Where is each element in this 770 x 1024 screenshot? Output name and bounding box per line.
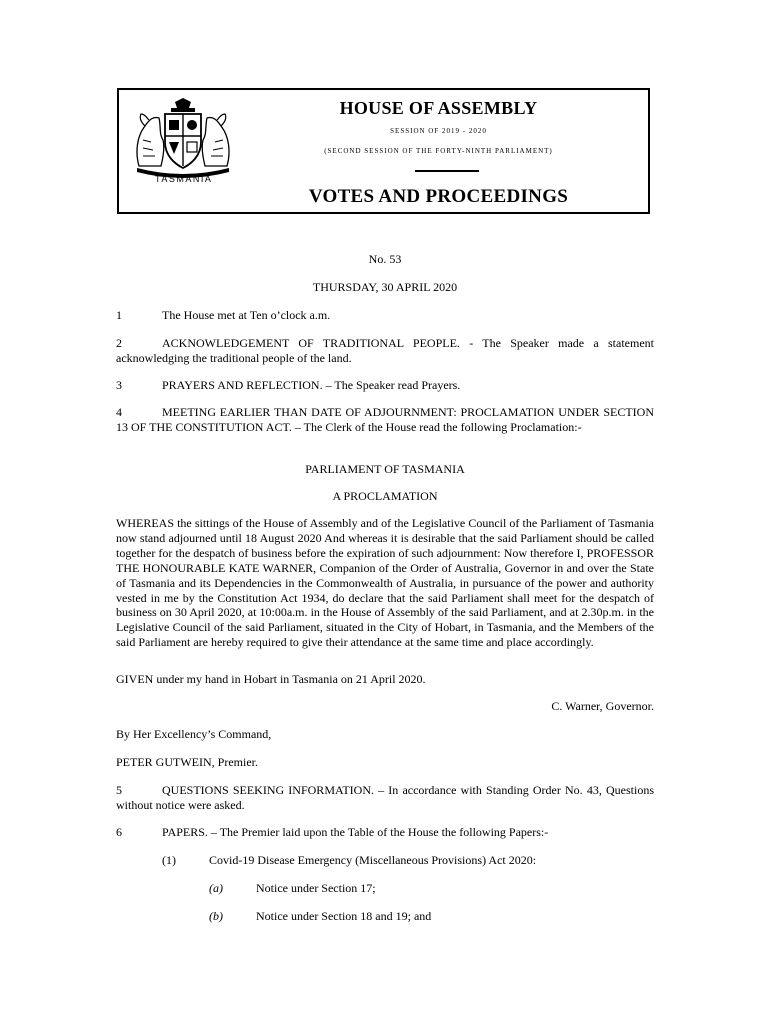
- session-line: SESSION OF 2019 - 2020: [390, 127, 487, 135]
- proclamation-subheading: A PROCLAMATION: [332, 489, 438, 503]
- governor-signature: C. Warner, Governor.: [551, 699, 654, 713]
- item-text: QUESTIONS SEEKING INFORMATION. – In accordance with Standing Order No. 43, Questions without notice were asked.: [116, 783, 654, 812]
- sub-item-text: Covid-19 Disease Emergency (Miscellaneous Provisions) Act 2020:: [209, 853, 537, 867]
- item-number: 1: [116, 308, 122, 322]
- sub-sub-item-number: (a): [209, 881, 223, 895]
- parliament-line: (SECOND SESSION OF THE FORTY-NINTH PARLIAMENT): [324, 147, 553, 155]
- crest-label: TASMANIA: [155, 174, 213, 184]
- sub-sub-item-text: Notice under Section 18 and 19; and: [256, 909, 432, 923]
- header-divider: [415, 170, 479, 172]
- sitting-number: No. 53: [368, 252, 402, 266]
- item-text: The House met at Ten o’clock a.m.: [162, 308, 331, 322]
- masthead-box: [117, 88, 650, 214]
- item-text: MEETING EARLIER THAN DATE OF ADJOURNMENT: PROCLAMATION UNDER SECTION 13 OF THE CONSTITUTION ACT. – The Clerk of the House read the following Proclamation:-: [116, 405, 654, 434]
- item-text: ACKNOWLEDGEMENT OF TRADITIONAL PEOPLE. - The Speaker made a statement acknowledging the traditional people of the land.: [116, 336, 654, 365]
- item-number: 3: [116, 378, 122, 392]
- item-number: 4: [116, 405, 122, 419]
- document-title: VOTES AND PROCEEDINGS: [308, 186, 569, 207]
- item-text: PRAYERS AND REFLECTION. – The Speaker read Prayers.: [162, 378, 461, 392]
- item-text: PAPERS. – The Premier laid upon the Table of the House the following Papers:-: [162, 825, 549, 839]
- proclamation-given: GIVEN under my hand in Hobart in Tasmania on 21 April 2020.: [116, 672, 426, 686]
- sitting-date: THURSDAY, 30 APRIL 2020: [312, 280, 458, 294]
- proclamation-body: WHEREAS the sittings of the House of Assembly and of the Legislative Council of the Parliament of Tasmania now stand adjourned until 18 August 2020 And whereas it is desirable that the said Parliament should be called together for the despatch of business before the expiration of such adjournment: Now therefore I, PROFESSOR THE HONOURABLE KATE WARNER, Companion of the Order of Australia, Governor in and over the State of Tasmania and its Dependencies in the Commonwealth of Australia, in pursuance of the power and authority vested in me by the Constitution Act 1934, do declare that the said Parliament shall meet for the despatch of business on 30 April 2020, at 10:00a.m. in the House of Assembly of the said Parliament, and at 2.30p.m. in the Legislative Council of the said Parliament, situated in the City of Hobart, in Tasmania, and the Members of the said Parliament are hereby required to give their attendance at the same time and place accordingly.: [116, 516, 654, 650]
- command-line: By Her Excellency’s Command,: [116, 727, 272, 741]
- proclamation-heading: PARLIAMENT OF TASMANIA: [305, 462, 465, 476]
- house-title: HOUSE OF ASSEMBLY: [339, 98, 538, 118]
- item-number: 2: [116, 336, 122, 350]
- item-number: 5: [116, 783, 122, 797]
- sub-sub-item-text: Notice under Section 17;: [256, 881, 376, 895]
- sub-sub-item-number: (b): [209, 909, 223, 923]
- item-number: 6: [116, 825, 122, 839]
- sub-item-number: (1): [162, 853, 176, 867]
- premier-line: PETER GUTWEIN, Premier.: [116, 755, 258, 769]
